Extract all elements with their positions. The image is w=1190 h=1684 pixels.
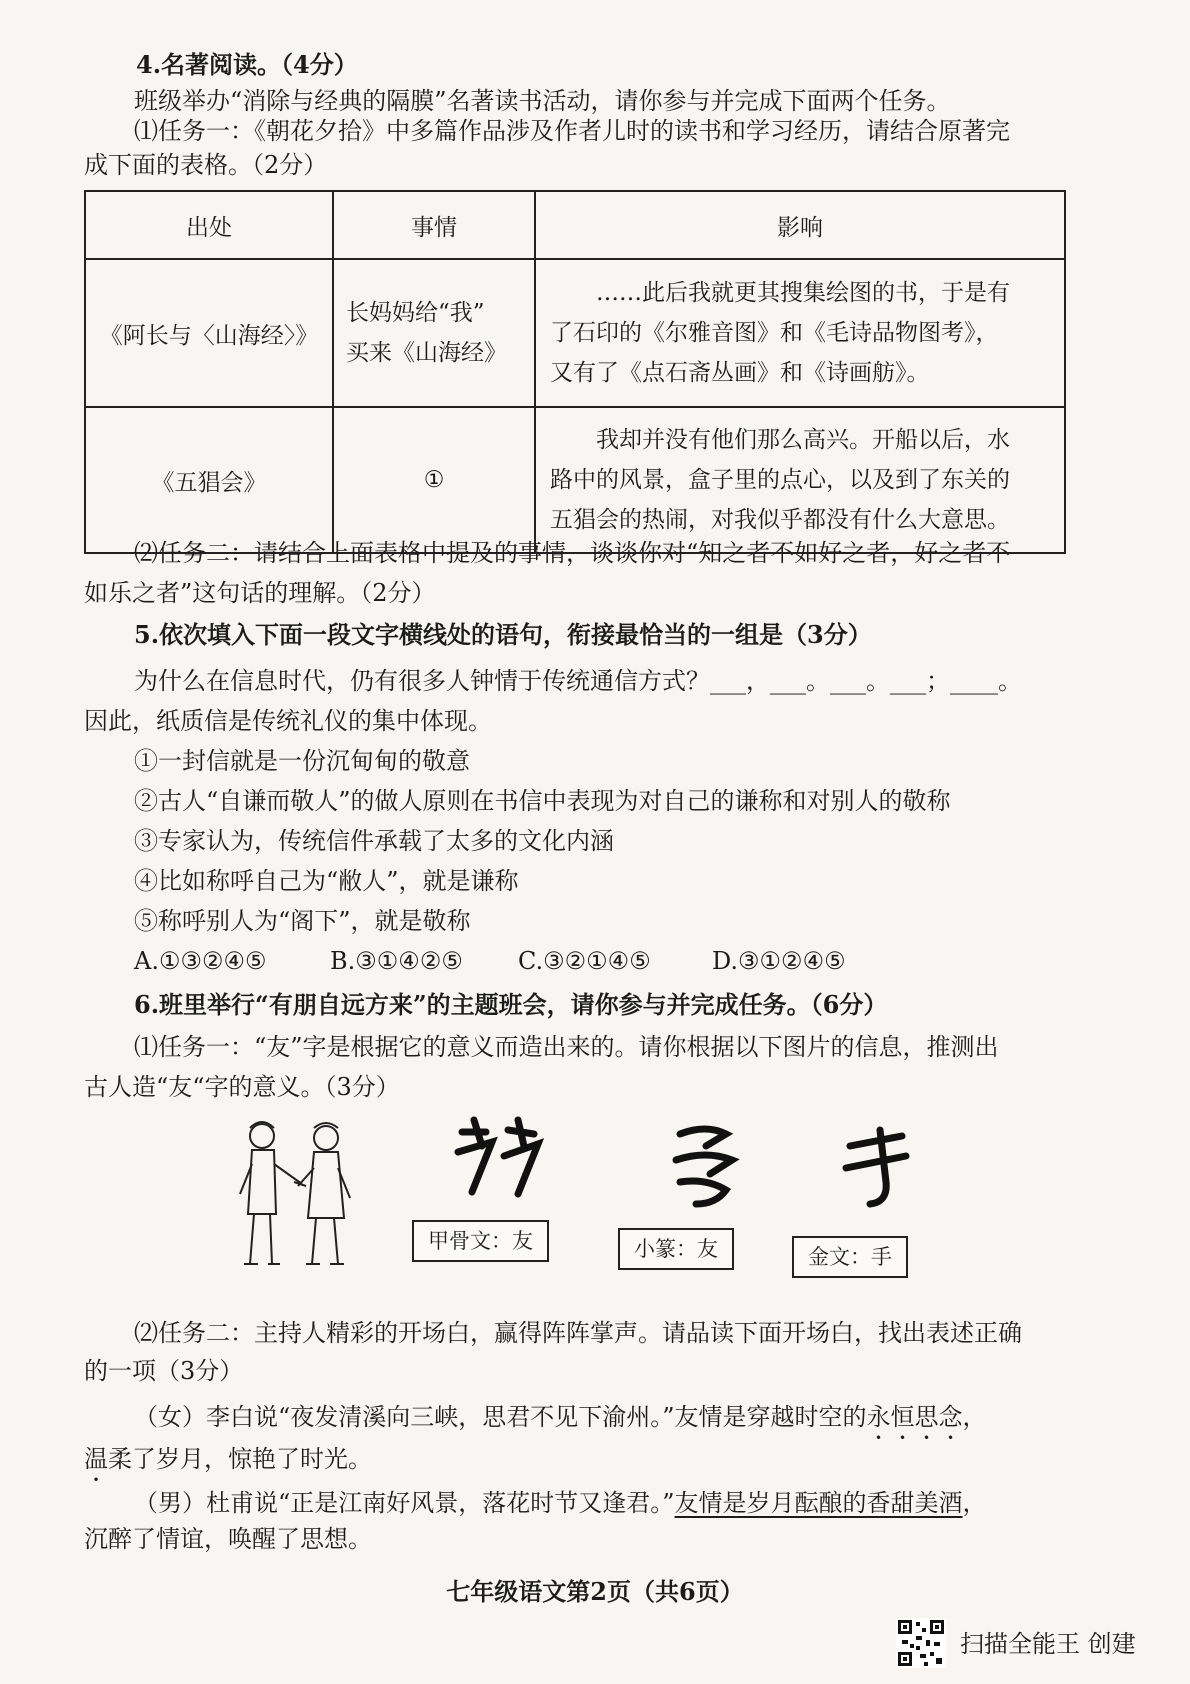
effect-line: 又有了《点石斋丛画》和《诗画舫》。 (550, 360, 930, 386)
q5-passage-line2: 因此，纸质信是传统礼仪的集中体现。 (84, 707, 492, 735)
q4-title: 4.名著阅读。（4分） (136, 50, 358, 79)
table-header-effect: 影响 (535, 191, 1065, 259)
q4-task1-line2: 成下面的表格。（2分） (84, 151, 328, 179)
label-seal-script: 小篆：友 (618, 1228, 734, 1270)
table-header-row (85, 191, 1065, 259)
table-header-event: 事情 (333, 191, 535, 259)
q5-option-c: C.③②①④⑤ (518, 947, 651, 975)
table-cell-source: 《五猖会》 (85, 407, 333, 553)
q5-item: ⑤称呼别人为“阁下”，就是敬称 (134, 907, 471, 935)
effect-line: ……此后我就更其搜集绘图的书，于是有 (596, 280, 1010, 306)
q5-item: ④比如称呼自己为“敝人”，就是谦称 (134, 867, 519, 895)
table-cell-event-blank: ① (333, 407, 535, 553)
seal-script-you-glyph (666, 1120, 746, 1210)
event-line: 长妈妈给“我” (346, 300, 485, 326)
male-text: （男）杜甫说“正是江南好风景，落花时节又逢君。” (134, 1489, 675, 1517)
male-comma: ， (962, 1489, 987, 1517)
table-cell-source: 《阿长与〈山海经〉》 (85, 259, 333, 407)
effect-line: 五猖会的热闹，对我似乎都没有什么大意思。 (550, 507, 1010, 533)
table-row (85, 259, 1065, 407)
q5-title: 5.依次填入下面一段文字横线处的语句，衔接最恰当的一组是（3分） (134, 620, 872, 649)
male-underlined: 友情是岁月酝酿的香甜美酒 (674, 1489, 963, 1517)
q5-option-b: B.③①④②⑤ (330, 947, 463, 975)
q5-option-a: A.①③②④⑤ (134, 947, 267, 975)
q4-task1-line1: ⑴任务一：《朝花夕拾》中多篇作品涉及作者儿时的读书和学习经历，请结合原著完 (134, 117, 1010, 145)
label-bronze-script: 金文：手 (792, 1236, 908, 1278)
handshake-illustration (230, 1114, 360, 1274)
q5-passage-line1: 为什么在信息时代，仍有很多人钟情于传统通信方式？___，___。___。___；____。 (134, 667, 1022, 695)
q4-task2-line2: 如乐之者”这句话的理解。（2分） (84, 579, 436, 607)
q6-task2-line2: 的一项（3分） (84, 1357, 244, 1385)
scanner-watermark: 扫描全能王 创建 (960, 1630, 1136, 1658)
qr-code-icon (896, 1618, 946, 1668)
reading-table (84, 190, 1066, 554)
q5-item: ②古人“自谦而敬人”的做人原则在书信中表现为对自己的谦称和对别人的敬称 (134, 787, 951, 815)
q6-task1-line2: 古人造“友“字的意义。（3分） (84, 1073, 400, 1101)
label-oracle-bone: 甲骨文：友 (412, 1220, 549, 1262)
q6-male-line2: 沉醉了情谊，唤醒了思想。 (84, 1525, 372, 1553)
table-cell-event (333, 259, 535, 407)
oracle-bone-you-glyph (452, 1112, 548, 1202)
female-text: （女）李白说“夜发清溪向三峡，思君不见下渝州。”友情是穿越时空的 (134, 1403, 867, 1431)
female-emphasis: 永恒思念， (866, 1403, 987, 1431)
q6-female-line2 (84, 1442, 372, 1487)
female-emphasis: 温 (84, 1445, 108, 1473)
table-cell-effect (535, 259, 1065, 407)
character-figure (220, 1112, 1010, 1292)
q5-option-d: D.③①②④⑤ (712, 947, 846, 975)
q4-intro: 班级举办“消除与经典的隔膜”名著读书活动，请你参与并完成下面两个任务。 (134, 87, 951, 115)
table-row (85, 407, 1065, 553)
effect-line: 路中的风景，盒子里的点心，以及到了东关的 (550, 467, 1010, 493)
effect-line: 了石印的《尔雅音图》和《毛诗品物图考》， (550, 320, 999, 346)
q6-task1-line1: ⑴任务一：“友”字是根据它的意义而造出来的。请你根据以下图片的信息，推测出 (134, 1033, 999, 1061)
event-line: 买来《山海经》 (346, 340, 507, 366)
q6-task2-line1: ⑵任务二：主持人精彩的开场白，赢得阵阵掌声。请品读下面开场白，找出表述正确 (134, 1319, 1022, 1347)
q6-title: 6.班里举行“有朋自远方来”的主题班会，请你参与并完成任务。（6分） (134, 990, 888, 1019)
effect-line: 我却并没有他们那么高兴。开船以后，水 (596, 427, 1010, 453)
q6-female-line1 (134, 1400, 987, 1445)
q4-task2-line1: ⑵任务二：请结合上面表格中提及的事情，谈谈你对“知之者不如好之者，好之者不 (134, 539, 1011, 567)
table-cell-effect (535, 407, 1065, 553)
page-footer: 七年级语文第2页（共6页） (446, 1577, 744, 1606)
table-header-source: 出处 (85, 191, 333, 259)
q5-item: ①一封信就是一份沉甸甸的敬意 (134, 747, 470, 775)
q5-item: ③专家认为，传统信件承载了太多的文化内涵 (134, 827, 614, 855)
bronze-script-hand-glyph (840, 1124, 920, 1214)
q6-male-line1 (134, 1486, 987, 1520)
female-text: 柔了岁月，惊艳了时光。 (108, 1445, 372, 1473)
